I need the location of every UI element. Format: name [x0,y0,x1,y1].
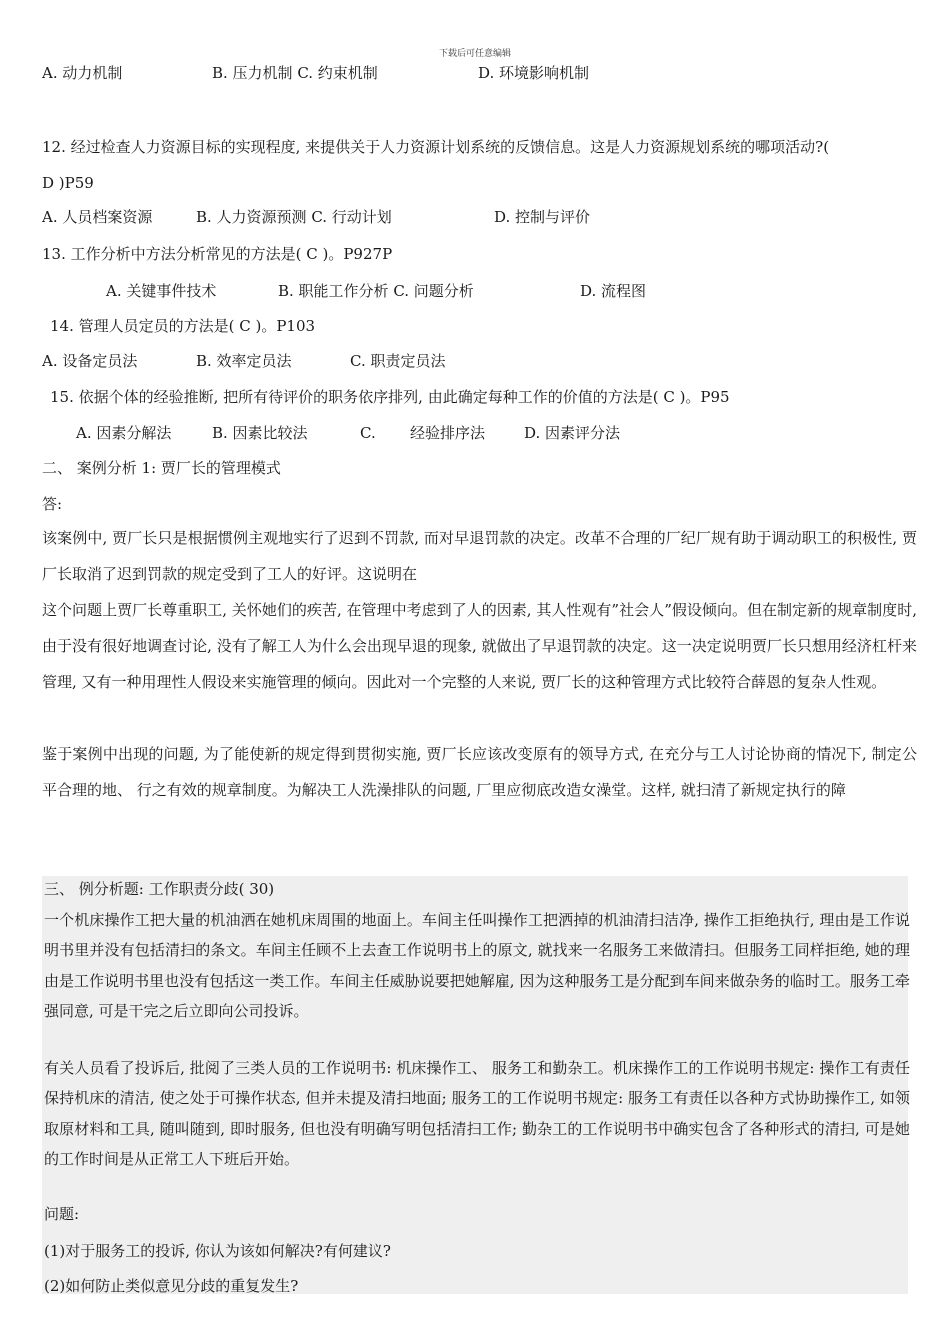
q15-option-a: A. 因素分解法 [76,424,172,442]
q13-option-bc: B. 职能工作分析 C. 问题分析 [278,282,474,300]
section3-question-1: (1)对于服务工的投诉, 你认为该如何解决?有何建议? [44,1242,391,1260]
q14-option-b: B. 效率定员法 [196,352,292,370]
q11-option-a: A. 动力机制 [42,64,123,82]
q12-option-bc: B. 人力资源预测 C. 行动计划 [196,208,392,226]
q13-option-a: A. 关键事件技术 [106,282,217,300]
section2-title: 二、 案例分析 1: 贾厂长的管理模式 [42,459,281,477]
q11-option-bc: B. 压力机制 C. 约束机制 [212,64,378,82]
section2-paragraph-3: 鉴于案例中出现的问题, 为了能使新的规定得到贯彻实施, 贾厂长应该改变原有的领导方式, 在充分与工人讨论协商的情况下, 制定公平合理的地、 行之有效的规章制度。为解决工人洗澡排队的问题, 厂里应彻底改造女澡堂。这样, 就扫清了新规定执行的障 [42,745,917,799]
q15-option-c: C. [360,424,376,442]
q15-option-c-text: 经验排序法 [410,424,486,442]
q14-question: 14. 管理人员定员的方法是( C )。P103 [50,317,316,335]
q14-option-c: C. 职责定员法 [350,352,446,370]
section3-question-2: (2)如何防止类似意见分歧的重复发生? [44,1277,299,1295]
q15-option-d: D. 因素评分法 [524,424,621,442]
q15-option-b: B. 因素比较法 [212,424,308,442]
q13-option-d: D. 流程图 [580,282,647,300]
q12-option-a: A. 人员档案资源 [42,208,153,226]
q12-option-d: D. 控制与评价 [494,208,591,226]
section2-paragraph-2: 这个问题上贾厂长尊重职工, 关怀她们的疾苦, 在管理中考虑到了人的因素, 其人性观有”社会人”假设倾向。但在制定新的规章制度时, 由于没有很好地调查讨论, 没有了解工人为什么会出现早退的现象, 就做出了早退罚款的决定。这一决定说明贾厂长只想用经济杠杆来管理, 又有一种用理性人假设来实施管理的倾向。因此对一个完整的人来说, 贾厂长的这种管理方式比较符合薛恩的复杂人性观。 [42,601,917,691]
q12-question-line2: D )P59 [42,174,94,192]
section2-paragraph-1: 该案例中, 贾厂长只是根据惯例主观地实行了迟到不罚款, 而对早退罚款的决定。改革不合理的厂纪厂规有助于调动职工的积极性, 贾厂长取消了迟到罚款的规定受到了工人的好评。这说明在 [42,529,917,583]
section3-title: 三、 例分析题: 工作职责分歧( 30) [44,880,275,898]
section3-paragraph-2: 有关人员看了投诉后, 批阅了三类人员的工作说明书: 机床操作工、 服务工和勤杂工。机床操作工的工作说明书规定: 操作工有责任保持机床的清洁, 使之处于可操作状态, 但并未提及清扫地面; 服务工的工作说明书规定: 服务工有责任以各种方式协助操作工, 如领取原材料和工具, 随叫随到, 即时服务, 但也没有明确写明包括清扫工作; 勤杂工的工作说明书中确实包含了各种形式的清扫, 可是她的工作时间是从正常工人下班后开始。 [44,1059,910,1169]
section3-paragraph-1: 一个机床操作工把大量的机油洒在她机床周围的地面上。车间主任叫操作工把洒掉的机油清扫洁净, 操作工拒绝执行, 理由是工作说明书里并没有包括清扫的条文。车间主任顾不上去查工作说明书上的原文, 就找来一名服务工来做清扫。但服务工同样拒绝, 她的理由是工作说明书里也没有包括这一类工作。车间主任威胁说要把她解雇, 因为这种服务工是分配到车间来做杂务的临时工。服务工牵强同意, 可是干完之后立即向公司投诉。 [44,911,910,1021]
header-note: 下载后可任意编辑 [438,49,511,59]
q11-option-d: D. 环境影响机制 [478,64,590,82]
q12-question-line1: 12. 经过检查人力资源目标的实现程度, 来提供关于人力资源计划系统的反馈信息。这是人力资源规划系统的哪项活动?( [42,138,830,156]
q13-question: 13. 工作分析中方法分析常见的方法是( C )。P927P [42,245,393,263]
q14-option-a: A. 设备定员法 [42,352,138,370]
section3-question-label: 问题: [44,1205,80,1223]
answer-label: 答: [42,495,63,513]
q15-question: 15. 依据个体的经验推断, 把所有待评价的职务依序排列, 由此确定每种工作的价值的方法是( C )。P95 [50,388,730,406]
